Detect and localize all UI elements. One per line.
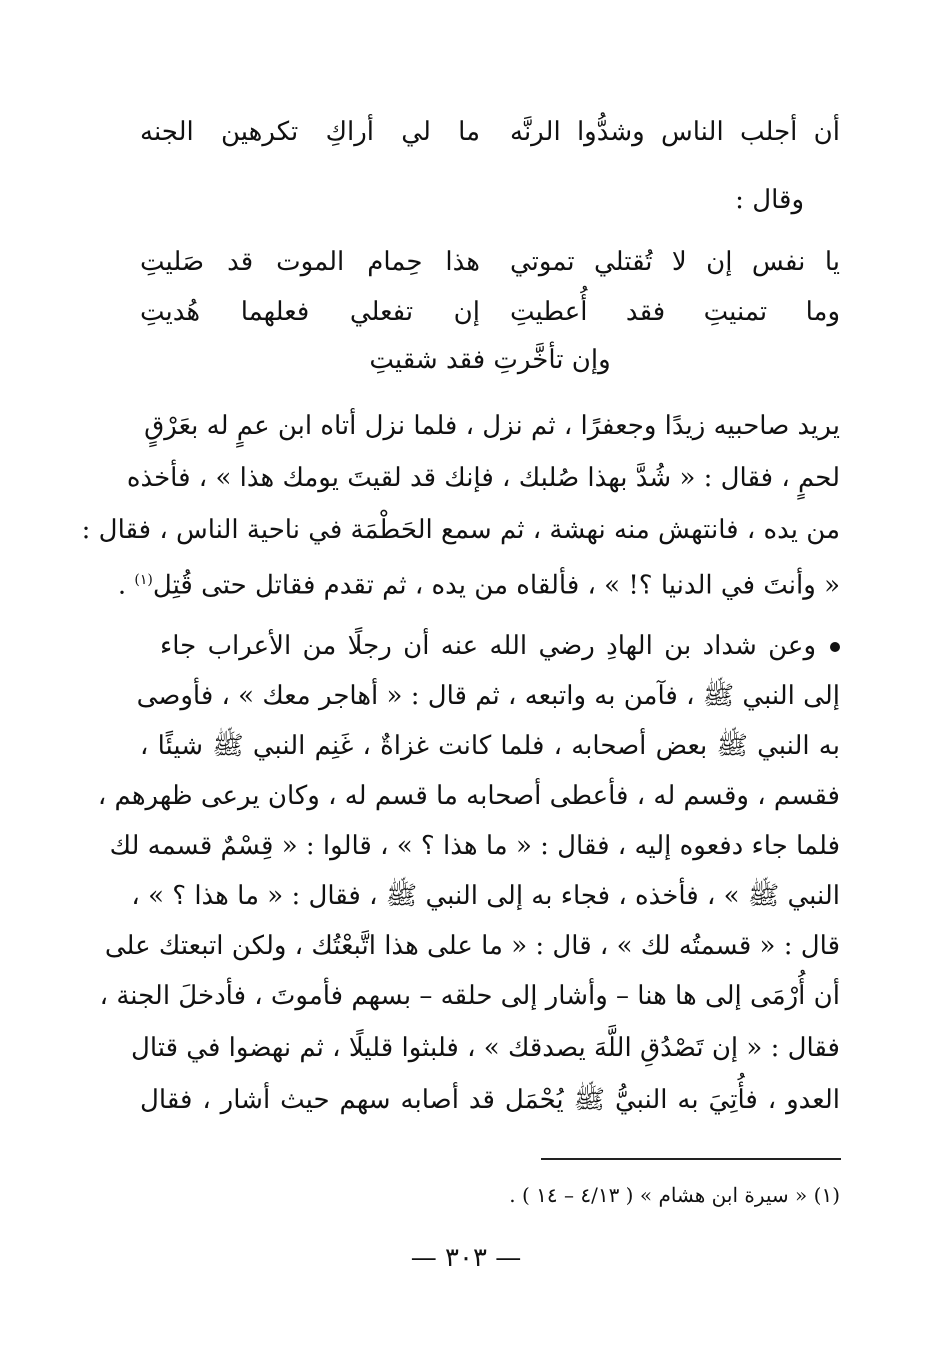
paragraph-line: قال : « قسمتُه لك » ، قال : « ما على هذا اتَّبعْتُك ، ولكن اتبعتك على [104,931,840,961]
paragraph-line: أن أُرْمَى إلى ها هنا – وأشار إلى حلقه – بسهم فأموتَ ، فأدخلَ الجنة ، [99,981,840,1011]
verse-hemistich: أن أجلب الناس وشدُّوا الرنَّه [510,117,840,147]
poem-verse-1 [140,108,840,156]
paragraph-line: يريد صاحبيه زيدًا وجعفرًا ، ثم نزل ، فلما نزل أتاه ابن عمٍ له بعَرْقٍ [144,411,840,441]
paragraph-line: به النبي ﷺ بعض أصحابه ، فلما كانت غزاةٌ ، غَنِم النبي ﷺ شيئًا ، [140,731,840,761]
paragraph-line [117,556,840,604]
footnote-marker: (١) [134,572,153,588]
paragraph-line: فقسم ، وقسم له ، فأعطى أصحابه ما قسم له ، وكان يرعى ظهرهم ، [97,781,840,811]
paragraph-line: لحمٍ ، فقال : « شُدَّ بهذا صُلبك ، فإنك قد لقيتَ يومك هذا » ، فأخذه [126,463,840,493]
paragraph-line: فقال : « إن تَصْدُقِ اللَّهَ يصدقك » ، فلبثوا قليلًا ، ثم نهضوا في قتال [130,1033,840,1063]
verse-hemistich: وما تمنيتِ فقد أُعطيتِ [510,297,840,327]
paragraph-line [160,622,840,670]
paragraph-line: فلما جاء دفعوه إليه ، فقال : « ما هذا ؟ » ، قالوا : « قِسْمٌ قسمه لك [109,831,840,861]
verse-hemistich: هذا حِمام الموت قد صَليتِ [140,247,480,277]
poem-verse-2 [140,238,840,286]
paragraph-text: وعن شداد بن الهادِ رضي الله عنه أن رجلًا من الأعراب جاء [160,631,816,661]
said-line: وقال : [735,185,804,215]
poem-verse-3 [140,288,840,336]
verse-hemistich: يا نفس إن لا تُقتلي تموتي [510,247,840,277]
bullet-icon [830,642,840,652]
paragraph-line: إلى النبي ﷺ ، فآمن به واتبعه ، ثم قال : « أهاجر معك » ، فأوصى [136,681,840,711]
paragraph-line: من يده ، فانتهش منه نهشة ، ثم سمع الحَطْمَة في ناحية الناس ، فقال : [81,515,840,545]
verse-hemistich: ما لي أراكِ تكرهين الجنه [140,117,480,147]
footnote: (١) « سيرة ابن هشام » ( ٤/١٣ – ١٤ ) . [509,1183,840,1207]
paragraph-end: . [117,570,135,601]
page-number: — ٣٠٣ — [410,1243,522,1273]
paragraph-line: النبي ﷺ » ، فأخذه ، فجاء به إلى النبي ﷺ ، فقال : « ما هذا ؟ » ، [131,881,840,911]
verse-hemistich: إن تفعلي فعلهما هُديتِ [140,297,480,327]
paragraph-line: العدو ، فأُتِيَ به النبيُّ ﷺ يُحْمَل قد أصابه سهم حيث أشار ، فقال [140,1085,840,1115]
footnote-separator [541,1158,841,1160]
poem-verse-4: وإن تأخَّرتِ فقد شقيتِ [369,345,611,375]
paragraph-text: « وأنتَ في الدنيا ؟! » ، فألقاه من يده ، ثم تقدم فقاتل حتى قُتِل [152,570,840,601]
